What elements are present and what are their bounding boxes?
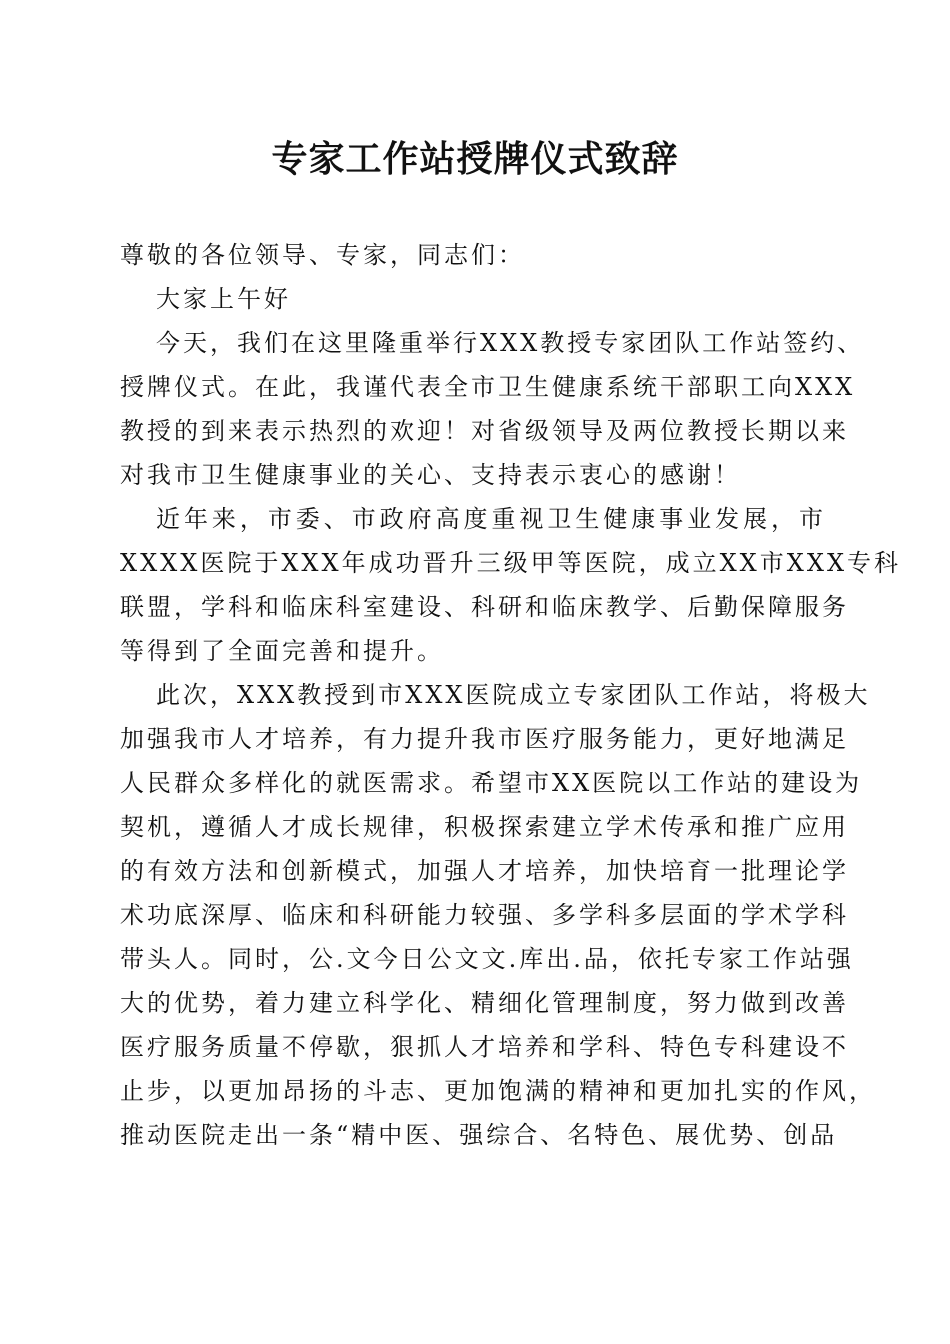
paragraph-line: 联盟，学科和临床科室建设、科研和临床教学、后勤保障服务 [120, 593, 849, 621]
paragraph-line: 术功底深厚、临床和科研能力较强、多学科多层面的学术学科 [120, 901, 849, 929]
paragraph-line: 等得到了全面完善和提升。 [120, 637, 444, 665]
paragraph-line: 医疗服务质量不停歇，狠抓人才培养和学科、特色专科建设不 [120, 1033, 849, 1061]
salutation-line: 尊敬的各位领导、专家，同志们： [120, 241, 525, 269]
paragraph-line: 今天，我们在这里隆重举行XXX教授专家团队工作站签约、 [156, 329, 865, 357]
document-body [120, 233, 902, 1157]
paragraph-line: 教授的到来表示热烈的欢迎！对省级领导及两位教授长期以来 [120, 417, 849, 445]
paragraph-line: 加强我市人才培养，有力提升我市医疗服务能力，更好地满足 [120, 725, 849, 753]
paragraph-2 [120, 497, 902, 673]
paragraph-line: 近年来，市委、市政府高度重视卫生健康事业发展，市 [156, 505, 826, 533]
paragraph-line: 的有效方法和创新模式，加强人才培养，加快培育一批理论学 [120, 857, 849, 885]
greeting-line: 大家上午好 [156, 285, 291, 313]
paragraph-line: 止步，以更加昂扬的斗志、更加饱满的精神和更加扎实的作风， [120, 1077, 876, 1105]
paragraph-line: 人民群众多样化的就医需求。希望市XX医院以工作站的建设为 [120, 769, 863, 797]
paragraph-line: 授牌仪式。在此，我谨代表全市卫生健康系统干部职工向XXX [120, 373, 856, 401]
paragraph-line: 契机，遵循人才成长规律，积极探索建立学术传承和推广应用 [120, 813, 849, 841]
paragraph-line: 此次，XXX教授到市XXX医院成立专家团队工作站，将极大 [156, 681, 871, 709]
paragraph-1 [120, 321, 865, 497]
paragraph-line: 推动医院走出一条“精中医、强综合、名特色、展优势、创品 [120, 1121, 838, 1149]
paragraph-line: 对我市卫生健康事业的关心、支持表示衷心的感谢！ [120, 461, 741, 489]
document-title: 专家工作站授牌仪式致辞 [271, 138, 679, 180]
paragraph-3 [120, 673, 876, 1157]
paragraph-line: 大的优势，着力建立科学化、精细化管理制度，努力做到改善 [120, 989, 849, 1017]
paragraph-line: 带头人。同时，公.文今日公文文.库出.品，依托专家工作站强 [120, 945, 854, 973]
paragraph-line: XXXX医院于XXX年成功晋升三级甲等医院，成立XX市XXX专科 [120, 549, 902, 577]
